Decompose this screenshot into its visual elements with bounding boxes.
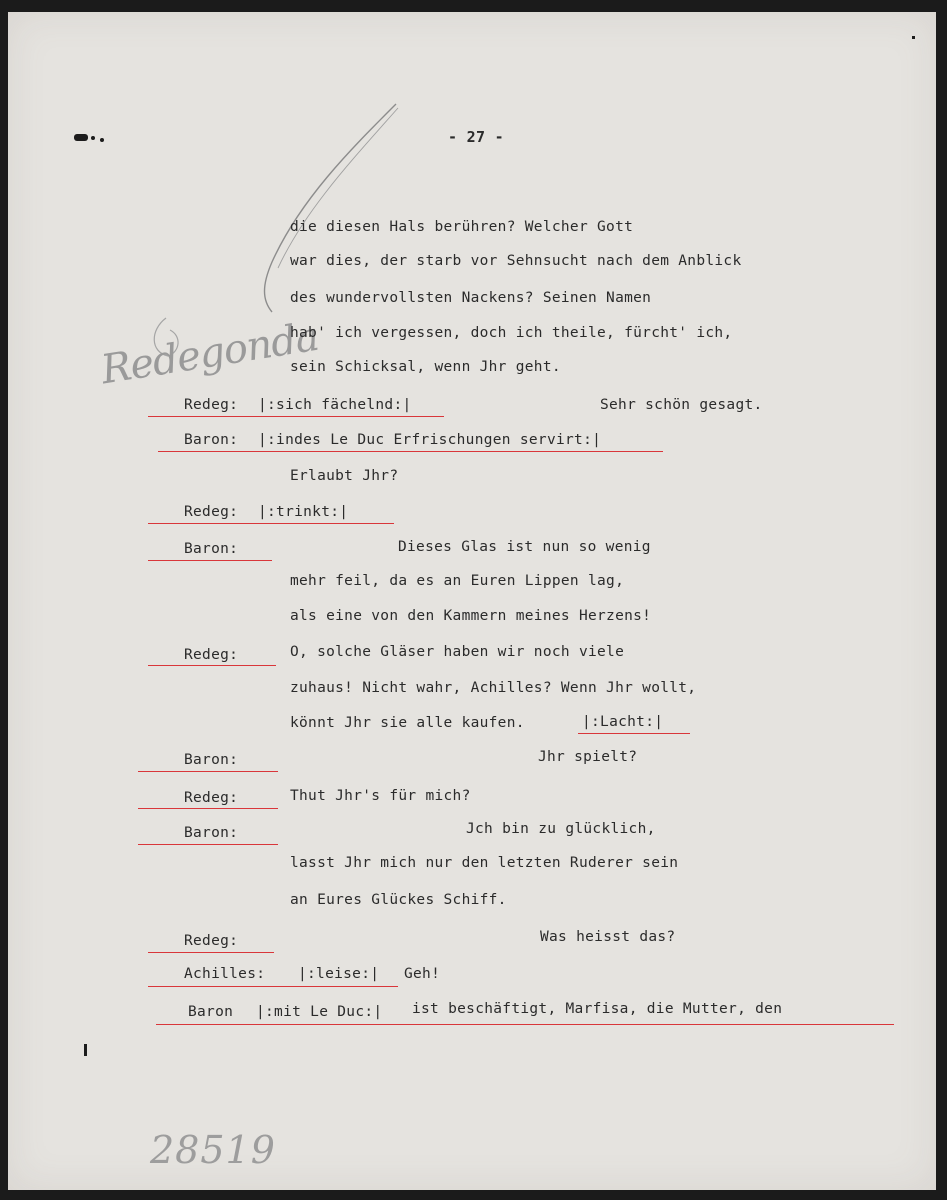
stage-direction: |:sich fächelnd:|	[258, 397, 412, 413]
red-underline	[148, 665, 276, 666]
ink-speck	[84, 1044, 87, 1056]
ink-speck	[100, 138, 104, 142]
stage-direction: |:mit Le Duc:|	[256, 1004, 383, 1020]
text-line: Jch bin zu glücklich,	[466, 821, 656, 837]
text-line: lasst Jhr mich nur den letzten Ruderer sein	[290, 855, 679, 871]
red-underline	[148, 560, 272, 561]
stage-direction: |:indes Le Duc Erfrischungen servirt:|	[258, 432, 602, 448]
speaker-name: Redeg:	[184, 397, 239, 413]
text-line: Thut Jhr's für mich?	[290, 788, 471, 804]
text-line: könnt Jhr sie alle kaufen.	[290, 715, 525, 731]
red-underline	[148, 952, 274, 953]
speaker-name: Redeg:	[184, 933, 239, 949]
text-line: Jhr spielt?	[538, 749, 638, 765]
speaker-name: Baron:	[184, 752, 239, 768]
stage-direction: |:leise:|	[298, 966, 380, 982]
red-underline	[148, 416, 444, 417]
red-underline	[578, 733, 690, 734]
red-underline	[138, 844, 278, 845]
red-underline	[138, 771, 278, 772]
speaker-name: Achilles:	[184, 966, 266, 982]
text-line: Sehr schön gesagt.	[600, 397, 763, 413]
stage-direction: |:trinkt:|	[258, 504, 349, 520]
text-line: O, solche Gläser haben wir noch viele	[290, 644, 625, 660]
red-underline	[148, 523, 394, 524]
text-line: mehr feil, da es an Euren Lippen lag,	[290, 573, 625, 589]
speaker-name: Baron	[188, 1004, 234, 1020]
stage-direction: |:Lacht:|	[582, 714, 664, 730]
pencil-handwritten-name: Redegonda	[98, 313, 322, 394]
text-line: war dies, der starb vor Sehnsucht nach dem Anblick	[290, 253, 742, 269]
text-line: Was heisst das?	[540, 929, 676, 945]
ink-speck	[74, 134, 88, 141]
speaker-name: Redeg:	[184, 790, 239, 806]
speaker-name: Redeg:	[184, 647, 239, 663]
text-line: als eine von den Kammern meines Herzens!	[290, 608, 652, 624]
text-line: die diesen Hals berühren? Welcher Gott	[290, 219, 634, 235]
speaker-name: Baron:	[184, 432, 239, 448]
pencil-archive-number: 28519	[150, 1128, 276, 1172]
text-line: des wundervollsten Nackens? Seinen Namen	[290, 290, 652, 306]
speaker-name: Baron:	[184, 825, 239, 841]
red-underline	[148, 986, 398, 987]
red-underline	[158, 451, 663, 452]
text-line: Geh!	[404, 966, 441, 982]
text-line: ist beschäftigt, Marfisa, die Mutter, den	[412, 1001, 783, 1017]
ink-speck	[91, 136, 95, 140]
text-line: hab' ich vergessen, doch ich theile, fürcht' ich,	[290, 325, 733, 341]
page-number: - 27 -	[448, 128, 504, 146]
ink-speck	[912, 36, 915, 39]
red-underline	[156, 1024, 894, 1025]
text-line: zuhaus! Nicht wahr, Achilles? Wenn Jhr wollt,	[290, 680, 697, 696]
speaker-name: Redeg:	[184, 504, 239, 520]
speaker-name: Baron:	[184, 541, 239, 557]
red-underline	[138, 808, 278, 809]
text-line: Dieses Glas ist nun so wenig	[398, 539, 651, 555]
text-line: an Eures Glückes Schiff.	[290, 892, 507, 908]
text-line: sein Schicksal, wenn Jhr geht.	[290, 359, 561, 375]
text-line: Erlaubt Jhr?	[290, 468, 399, 484]
